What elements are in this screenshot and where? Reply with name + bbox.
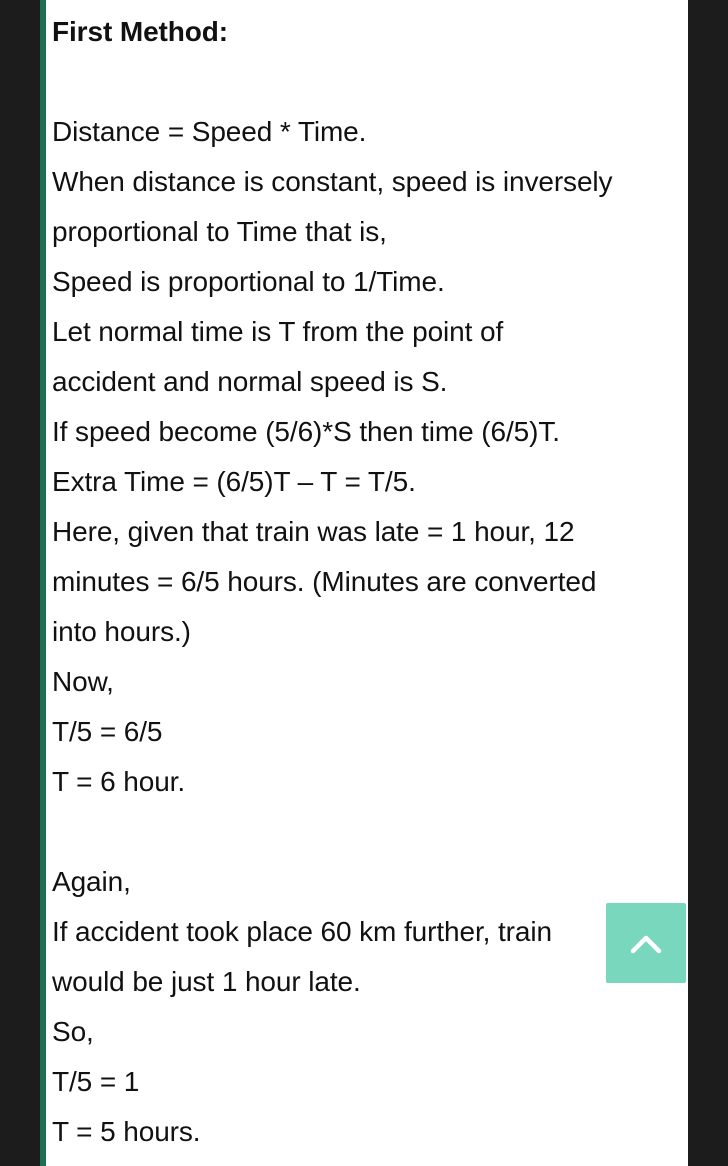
text-line: proportional to Time that is,: [52, 216, 387, 247]
text-line: T/5 = 6/5: [52, 716, 163, 747]
text-line: Let normal time is T from the point of: [52, 316, 504, 347]
text-line: Distance = Speed * Time.: [52, 116, 367, 147]
text-line: into hours.): [52, 616, 191, 647]
text-line: Now,: [52, 666, 114, 697]
text-line: T = 5 hours.: [52, 1116, 201, 1147]
spacer-line: [52, 57, 686, 107]
text-line: When distance is constant, speed is inversely: [52, 166, 613, 197]
text-line: would be just 1 hour late.: [52, 966, 361, 997]
chevron-up-icon: [630, 929, 662, 957]
text-line: Again,: [52, 866, 131, 897]
text-line: Here, given that train was late = 1 hour, 12: [52, 516, 575, 547]
text-line: Extra Time = (6/5)T – T = T/5.: [52, 466, 416, 497]
quote-accent-bar: [40, 0, 46, 1166]
text-line: accident and normal speed is S.: [52, 366, 448, 397]
text-line: If speed become (5/6)*S then time (6/5)T.: [52, 416, 560, 447]
text-line: minutes = 6/5 hours. (Minutes are converted: [52, 566, 597, 597]
text-line: If accident took place 60 km further, train: [52, 916, 552, 947]
text-line: Speed is proportional to 1/Time.: [52, 266, 445, 297]
text-line: T/5 = 1: [52, 1066, 140, 1097]
scroll-to-top-button[interactable]: [606, 903, 686, 983]
text-line: So,: [52, 1016, 94, 1047]
text-line: [52, 807, 686, 857]
section-heading: First Method:: [52, 16, 229, 47]
solution-text: [52, 7, 686, 1157]
text-line: T = 6 hour.: [52, 766, 186, 797]
